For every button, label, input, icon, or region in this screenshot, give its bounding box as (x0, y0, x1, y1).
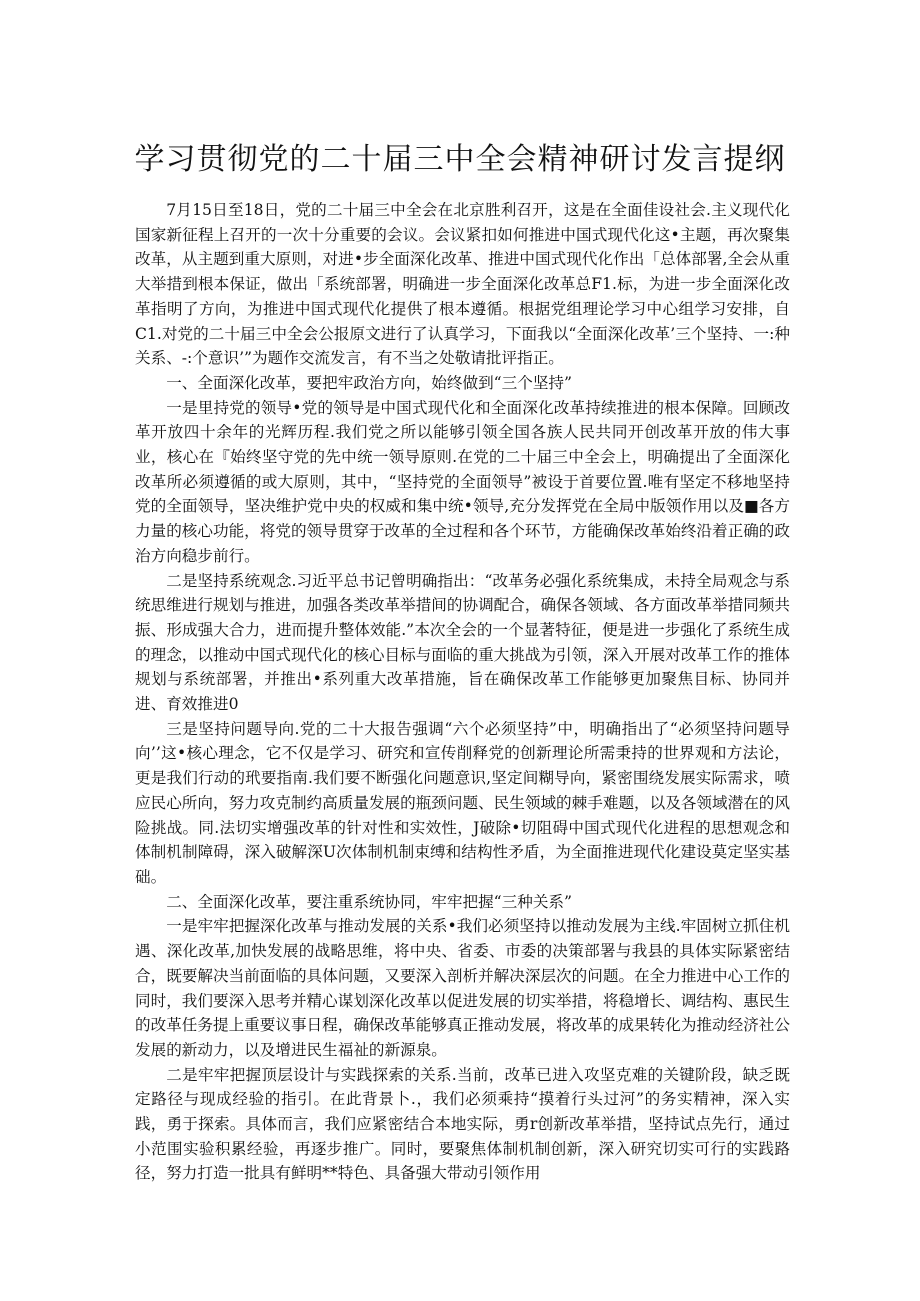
body-paragraph: 三是坚持问题导向.党的二十大报告强调“六个必须坚持”中，明确指出了“必须坚持问题导向’’这•核心理念，它不仅是学习、研究和宣传削释党的创新理论所需秉持的世界观和方法论，更是我们行动的玳要指南.我们要不断强化问题意识,坚定间糊导向，紧密围绕发展实际需求，喷应民心所向，努力攻克制约高质量发展的瓶颈问题、民生领域的棘手难题，以及各领域潜在的风险挑战。同.法切实增强改革的针对性和实效性，J破除•切阻碍中国式现代化进程的思想观念和体制机制障碍，深入破解深U次体制机制束缚和结构性矛盾，为全面推进现代化建设莫定坚实基础。 (135, 719, 790, 886)
body-paragraph: 一是牢牢把握深化改革与推动发展的关系•我们必须坚持以推动发展为主线.牢固树立抓住机遇、深化改革,加快发展的战略思维，将中央、省委、市委的决策部署与我县的具体实际紧密结合，既要解决当前面临的具体问题，又要深入剖析并解决深层次的问题。在全力推进中心工作的同时，我们要深入思考并精心谋划深化改革以促进发展的切实举措，将稳增长、调结构、惠民生的改革任务提上重要议事日程，确保改革能够真正推动发展，将改革的成果转化为推动经济社公发展的新动力，以及增进民生福祉的新源泉。 (135, 917, 790, 1059)
section-heading-2: 二、全面深化改革，要注重系统协同，牢牢把握“三种关系” (166, 892, 572, 911)
intro-paragraph: 7月15日至18日，党的二十届三中全会在北京胜利召开，这是在全面佳设社会.主义现代化国家新征程上召开的一次十分重要的会议。会议紧扣如何推进中国式现代化这•主题，再次聚集改革，从主题到重大原则，对进•步全面深化改革、推进中国式现代化作出「总体部署,全会从重大举措到根本保证，做出「系统部署，明确进一步全面深化改革总F1.标，为进一步全面深化改革指明了方向，为推进中国式现代化提供了根本遵循。根据党组理论学习中心组学习安排，自C1.对党的二十届三中全会公报原文进行了认真学习，下面我以“全面深化改革’三个坚持、一:种关系、-:个意识’”为题作交流发言，有不当之处敬请批评指正。 (135, 201, 790, 368)
body-paragraph: 二是牢牢把握顶层设计与实践探索的关系.当前，改革已进入攻坚克难的关键阶段，缺乏既定路径与现成经验的指引。在此背景卜.，我们必须乘持“摸着行头过河”的务实精神，深入实践，勇于探索。具体而言，我们应紧密结合本地实际，勇r创新改革举措，坚持试点先行，通过小范围实验积累经验，再逐步推广。同时，要聚焦体制机制创新，深入研究切实可行的实践路径，努力打造一批具有鲜明**特色、具备强大带动引领作用 (135, 1065, 790, 1183)
body-paragraph: 二是坚持系统观念.习近平总书记曾明确指出：“改革务必强化系统集成，未持全局观念与系统思维进行规划与推进，加强各类改革举措间的协调配合，确保各领域、各方面改革举措同频共振、形成强大合力，进而提升整体效能.”本次全会的一个显著特征，便是进一步强化了系统生成的理念，以推动中国式现代化的核心目标与面临的重大挑战为引领，深入开展对改革工作的推体规划与系统部署，并推出•系列重大改革措施，旨在确保改革工作能够更加聚焦目标、协同并进、育效推进0 (135, 571, 790, 714)
body-paragraph: 一是里持党的领导•党的领导是中国式现代化和全面深化改革持续推进的根本保障。回顾改革开放四十余年的光辉历程.我们党之所以能够引领全国各族人民共同开创改革开放的伟大事业，核心在『始终坚守党的先中统一领导原则.在党的二十届三中全会上，明确提出了全面深化改革所必须遵循的或大原则，其中，“坚持党的全面领导”被设于首要位置.唯有坚定不移地坚持党的全面领导，坚决维护党中央的权威和集中统•领导,充分发挥党在全局中版领作用以及■各方力量的核心功能，将党的领导贯穿于改革的全过程和各个环节，方能确保改革始终沿着正确的政治方向稳步前行。 (135, 398, 790, 565)
section-heading-1: 一、全面深化改革，要把牢政治方向，始终做到“三个坚持” (166, 373, 572, 392)
document-body (135, 198, 790, 1186)
document-title: 学习贯彻党的二十届三中全会精神研讨发言提纲 (134, 142, 786, 177)
